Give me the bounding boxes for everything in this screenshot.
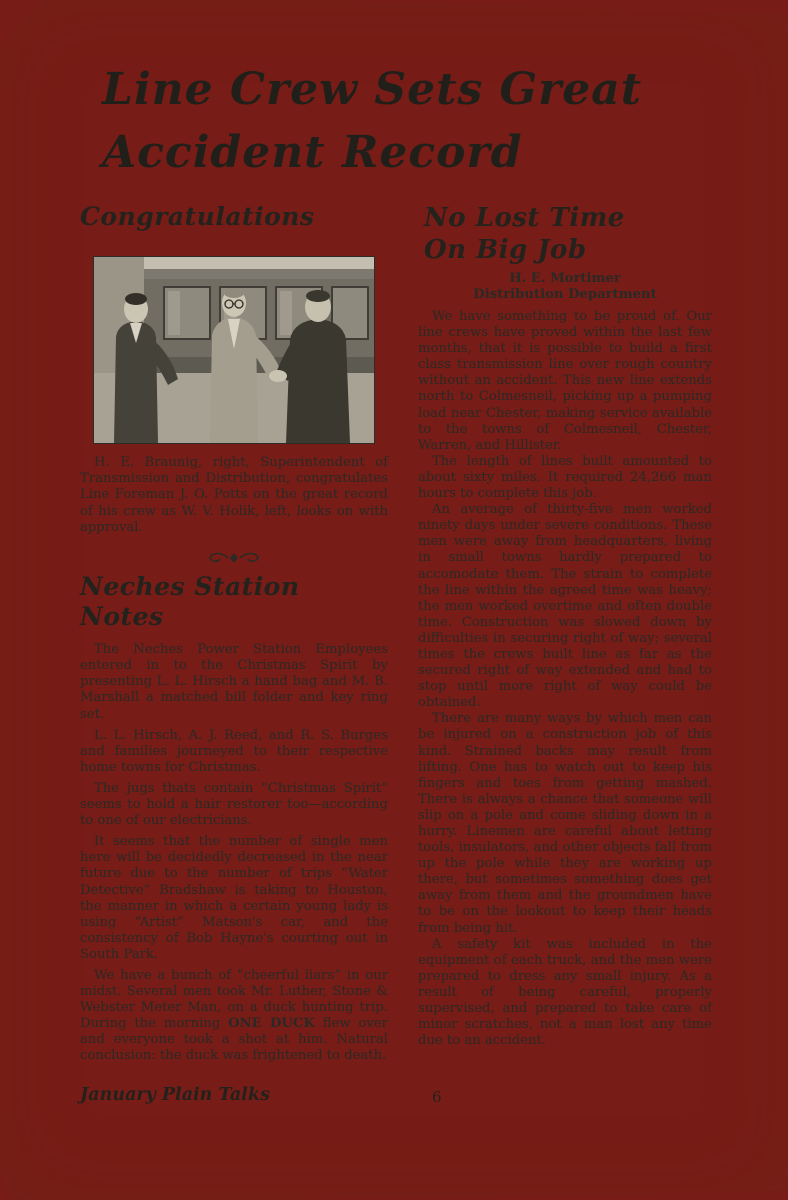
congratulations-heading: Congratulations (80, 202, 315, 231)
neches-notes-heading: Neches Station Notes (80, 572, 300, 632)
text-segment: We have a bunch of “cheerful liars” in our midst. Several men took Mr. Luther, Stone & Webster Meter Man, on a duck hunting trip. During the morning (80, 967, 388, 1032)
article-paragraph-3: An average of thirty-five men worked ninety days under severe conditions. These men were away from headquarters, living in small towns hardly prepared to accomodate them. The strain to complete the line within the agreed time was heavy; the men worked overtime and often double time. Construction was slowed down by difficulties in securing right of way; several times the crews built line as far as the secured right of way extended and had to stop until more right of way could be obtained. (418, 502, 712, 711)
article-paragraph-5: A safety kit was included in the equipment of each truck, and the men were prepared to dress any small injury. As a result of being careful, properly supervised, and prepared to take care of minor scratches, not a man lost any time due to an accident. (418, 936, 712, 1049)
neches-paragraph-duck (80, 968, 388, 1065)
byline-department: Distribution Department (473, 286, 657, 302)
article-title-line-2: Accident Record (102, 127, 523, 178)
page-footer (80, 1085, 712, 1111)
article-title (80, 58, 712, 184)
handshake-photo (93, 256, 375, 444)
page-number: 6 (432, 1088, 442, 1106)
neches-paragraph-1: The Neches Power Station Employees entered in to the Christmas Spirit by presenting L. L. Hirsch a hand bag and M. B. Marshall a matched bill folder and key ring set. (80, 642, 388, 722)
photo-caption: H. E. Braunig, right, Superintendent of Transmission and Distribution, congratulates Line Foreman J. O. Potts on the great record of his crew as W. V. Holik, left, looks on with approval. (80, 455, 388, 535)
neches-paragraph-2: L. L. Hirsch, A. J. Reed, and R. S. Burges and families journeyed to their respective home towns for Christmas. (80, 727, 388, 775)
no-lost-time-heading-line-2: On Big Job (424, 235, 587, 265)
no-lost-time-heading (418, 202, 712, 266)
article-title-line-1: Line Crew Sets Great (102, 64, 643, 115)
text-segment-bold: ONE DUCK (228, 1016, 315, 1032)
fleuron-icon (204, 549, 264, 567)
text-segment: flew over and everyone took a shot at him. Natural conclusion: the duck was frightened to death. (80, 1016, 388, 1064)
photo-illustration (94, 257, 374, 443)
neches-paragraph-4: It seems that the number of single men here will be decidedly decreased in the near future due to the number of trips “Water Detective” Bradshaw is taking to Houston, the manner in which a certain young lady is using “Artist” Matson's car, and the consistency of Bob Hayne's courting out in South Park. (80, 834, 388, 962)
article-paragraph-1: We have something to be proud of. Our line crews have proved within the last few months, that it is possible to build a first class transmission line over rough country without an accident. This new line extends north to Colmesneil, picking up a pumping load near Chester, making service available to the towns of Colmesneil, Chester, Warren, and Hillister. (418, 309, 712, 453)
page-content (80, 58, 712, 1070)
two-column-layout (80, 202, 712, 1070)
journal-title: January Plain Talks (80, 1085, 270, 1105)
neches-paragraph-3: The jugs thats contain “Christmas Spirit” seems to hold a hair restorer too—according to one of our electricians. (80, 780, 388, 829)
left-column (80, 202, 388, 1070)
no-lost-time-heading-line-1: No Lost Time (424, 203, 625, 233)
right-column (418, 202, 712, 1070)
byline-author: H. E. Mortimer (509, 271, 621, 286)
fleuron-ornament (80, 549, 388, 567)
article-paragraph-2: The length of lines built amounted to about sixty miles. It required 24,266 man hours to complete this job. (418, 453, 712, 502)
byline (418, 271, 712, 302)
article-paragraph-4: There are many ways by which men can be injured on a construction job of this kind. Strained backs may result from lifting. One has to watch out to keep his fingers and toes from getting mashed. There is always a chance that someone will slip on a pole and come sliding down in a hurry. Linemen are careful about letting tools, insulators, and other objects fall from up the pole while they are working up there, but sometimes something does get away from them and the groundmen have to be on the lookout to keep their heads from being hit. (418, 711, 712, 936)
